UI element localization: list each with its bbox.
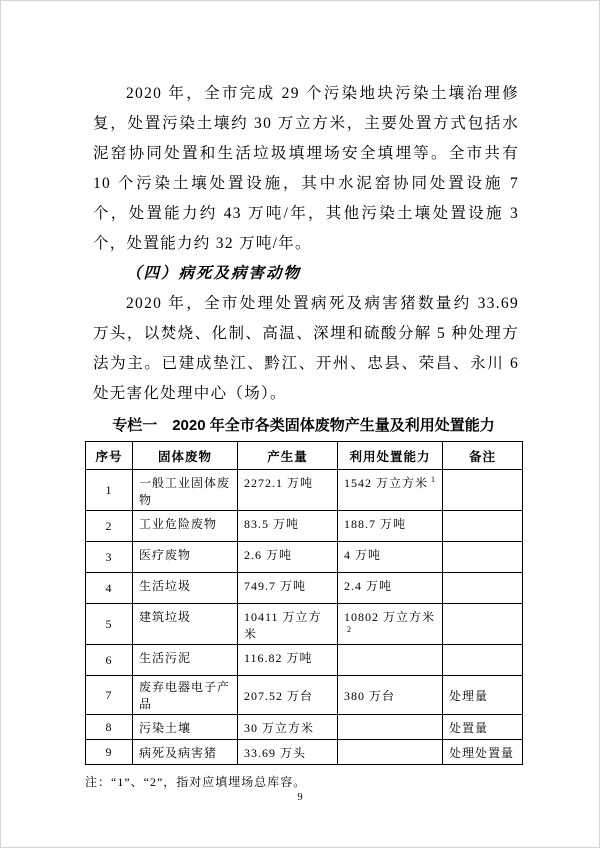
cell-capacity: 2.4 万吨 bbox=[338, 573, 443, 604]
page-number: 9 bbox=[297, 792, 303, 803]
paragraph-animal-disposal: 2020 年，全市处理处置病死及病害猪数量约 33.69 万头，以焚烧、化制、高温、深埋和硫酸分解 5 种处理方法为主。已建成垫江、黔江、开州、忠县、荣昌、永川 6 处无害化处理中心（场）。 bbox=[93, 295, 519, 402]
cell-production: 83.5 万吨 bbox=[238, 511, 338, 542]
cell-capacity: 1542 万立方米 $^1$ bbox=[338, 470, 443, 511]
cell-remark bbox=[443, 573, 523, 604]
cell-capacity bbox=[338, 740, 443, 765]
cell-remark: 处置量 bbox=[443, 715, 523, 740]
cell-capacity bbox=[338, 715, 443, 740]
solid-waste-table bbox=[85, 441, 523, 765]
cell-production: 30 万立方米 bbox=[238, 715, 338, 740]
cell-production: 207.52 万台 bbox=[238, 676, 338, 715]
cell-serial: 5 bbox=[86, 604, 133, 645]
table-header-row bbox=[86, 442, 523, 470]
paragraph-soil-treatment: 2020 年，全市完成 29 个污染地块污染土壤治理修复，处置污染土壤约 30 万立方米，主要处置方式包括水泥窑协同处置和生活垃圾填埋场安全填埋等。全市共有 10 个污染土壤处置设施，其中水泥窑协同处置设施 7 个，处置能力约 43 万吨/年，其他污染土壤处置设施 3 个，处置能力约 32 万吨/年。 bbox=[93, 85, 519, 252]
cell-serial: 2 bbox=[86, 511, 133, 542]
table-row bbox=[86, 511, 523, 542]
cell-serial: 9 bbox=[86, 740, 133, 765]
header-remark: 备注 bbox=[443, 442, 523, 470]
cell-remark bbox=[443, 470, 523, 511]
section-heading: （四）病死及病害动物 bbox=[126, 265, 302, 282]
table-row bbox=[86, 676, 523, 715]
table-row bbox=[86, 573, 523, 604]
cell-remark: 处理处置量 bbox=[443, 740, 523, 765]
cell-waste-type: 一般工业固体废物 bbox=[133, 470, 238, 511]
header-production: 产生量 bbox=[238, 442, 338, 470]
cell-remark bbox=[443, 604, 523, 645]
table-note: 注：“1”、“2”，指对应填埋场总库容。 bbox=[85, 775, 307, 789]
cell-waste-type: 废弃电器电子产品 bbox=[133, 676, 238, 715]
footnote-marker: 2 bbox=[347, 625, 351, 634]
cell-capacity: 4 万吨 bbox=[338, 542, 443, 573]
cell-waste-type: 工业危险废物 bbox=[133, 511, 238, 542]
header-capacity: 利用处置能力 bbox=[338, 442, 443, 470]
cell-waste-type: 建筑垃圾 bbox=[133, 604, 238, 645]
cell-production: 33.69 万头 bbox=[238, 740, 338, 765]
cell-remark: 处理量 bbox=[443, 676, 523, 715]
cell-waste-type: 生活垃圾 bbox=[133, 573, 238, 604]
cell-production: 10411 万立方米 bbox=[238, 604, 338, 645]
cell-capacity: 10802 万立方米$^2$ bbox=[338, 604, 443, 645]
page-content bbox=[1, 1, 599, 791]
table-row bbox=[86, 470, 523, 511]
cell-waste-type: 生活污泥 bbox=[133, 645, 238, 676]
table-title: 专栏一 2020 年全市各类固体废物产生量及利用处置能力 bbox=[112, 417, 495, 434]
cell-capacity: 188.7 万吨 bbox=[338, 511, 443, 542]
cell-remark bbox=[443, 645, 523, 676]
cell-serial: 6 bbox=[86, 645, 133, 676]
cell-waste-type: 医疗废物 bbox=[133, 542, 238, 573]
cell-production: 749.7 万吨 bbox=[238, 573, 338, 604]
cell-remark bbox=[443, 511, 523, 542]
header-serial: 序号 bbox=[86, 442, 133, 470]
cell-remark bbox=[443, 542, 523, 573]
cell-serial: 3 bbox=[86, 542, 133, 573]
table-row bbox=[86, 715, 523, 740]
table-row bbox=[86, 740, 523, 765]
table-row bbox=[86, 645, 523, 676]
cell-serial: 4 bbox=[86, 573, 133, 604]
cell-waste-type: 病死及病害猪 bbox=[133, 740, 238, 765]
header-waste-type: 固体废物 bbox=[133, 442, 238, 470]
footnote-marker: 1 bbox=[431, 475, 436, 484]
cell-serial: 8 bbox=[86, 715, 133, 740]
cell-production: 116.82 万吨 bbox=[238, 645, 338, 676]
table-row bbox=[86, 604, 523, 645]
cell-capacity bbox=[338, 645, 443, 676]
cell-waste-type: 污染土壤 bbox=[133, 715, 238, 740]
table-row bbox=[86, 542, 523, 573]
cell-production: 2272.1 万吨 bbox=[238, 470, 338, 511]
cell-production: 2.6 万吨 bbox=[238, 542, 338, 573]
cell-serial: 1 bbox=[86, 470, 133, 511]
cell-serial: 7 bbox=[86, 676, 133, 715]
cell-capacity: 380 万台 bbox=[338, 676, 443, 715]
